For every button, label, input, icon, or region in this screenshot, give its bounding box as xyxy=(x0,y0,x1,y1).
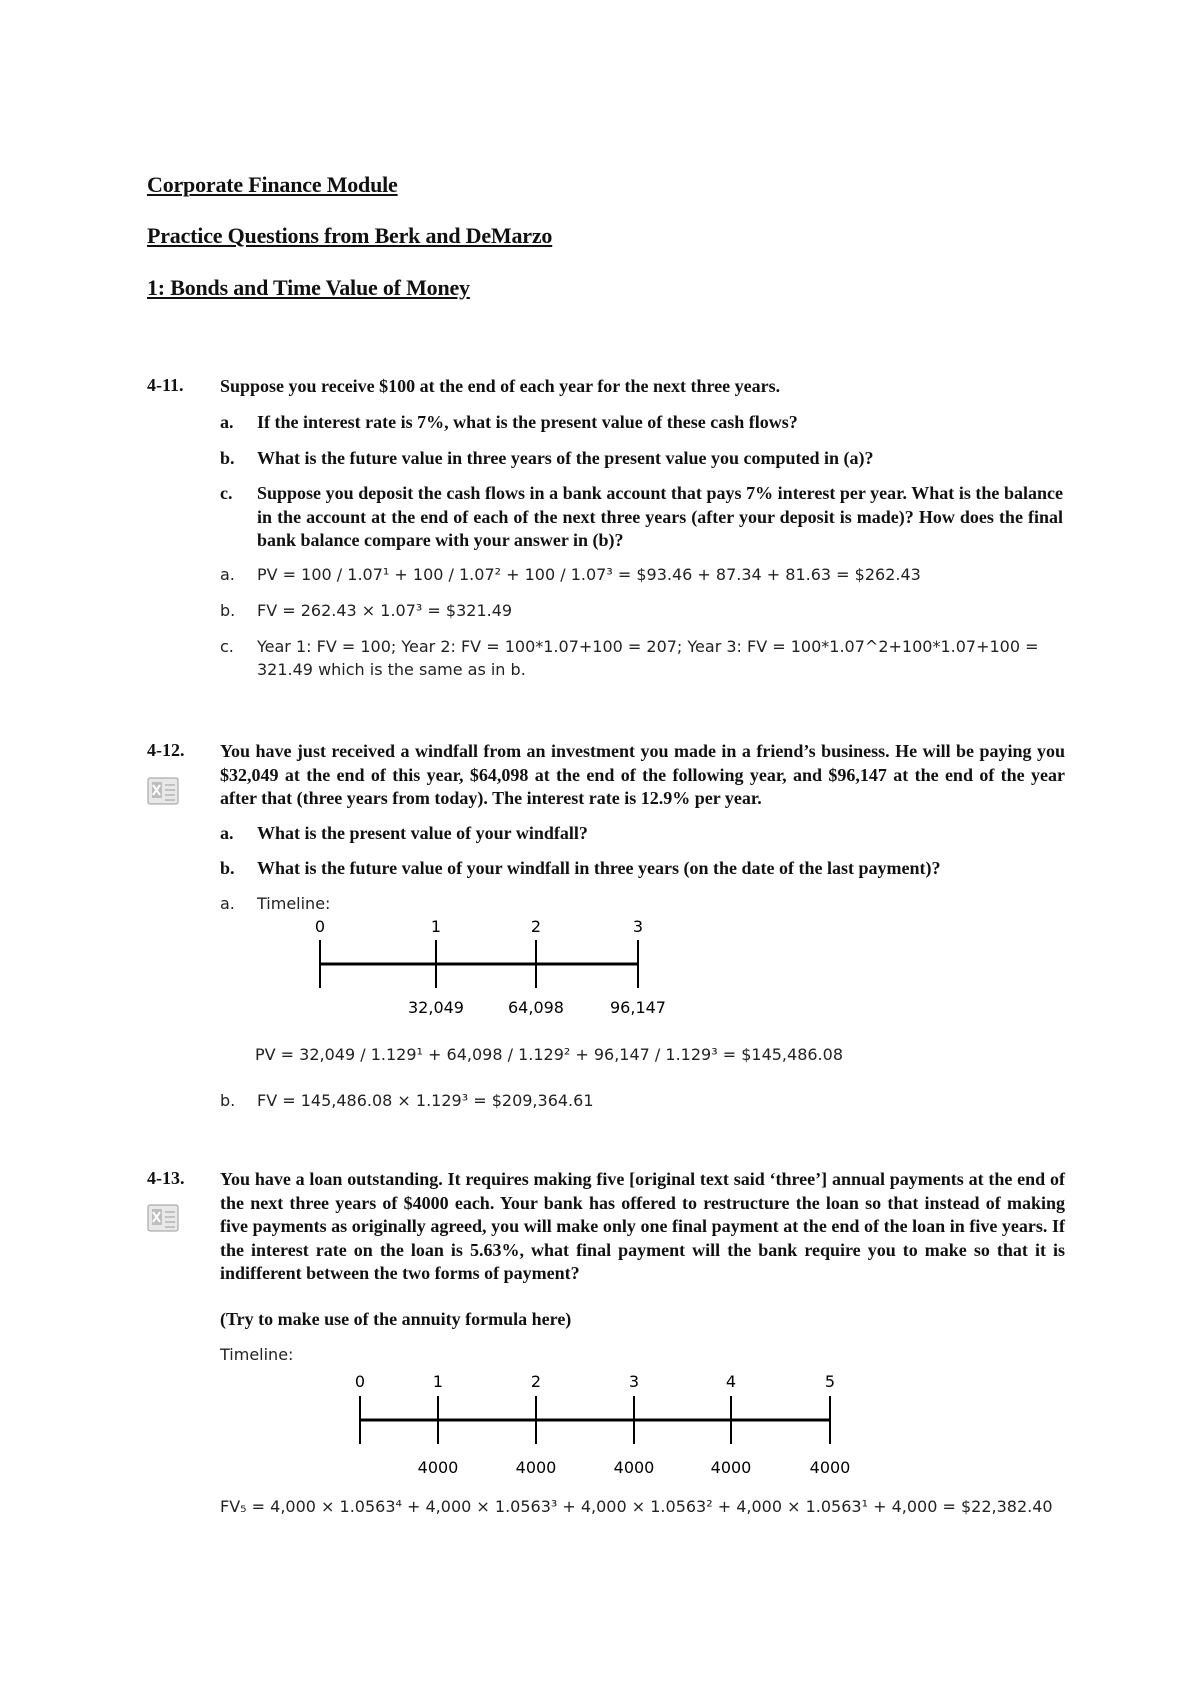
part-label: a. xyxy=(220,412,234,432)
section-heading: 1: Bonds and Time Value of Money xyxy=(147,275,470,300)
answer-label: c. xyxy=(220,637,234,656)
timeline-period-label: 2 xyxy=(530,1372,542,1391)
timeline-label-4-13: Timeline: xyxy=(220,1345,294,1364)
part-label: b. xyxy=(220,448,235,468)
answer-label: a. xyxy=(220,894,235,913)
timeline-cashflow-label: 64,098 xyxy=(508,998,564,1017)
timeline-period-label: 4 xyxy=(725,1372,737,1391)
answer-text: Year 1: FV = 100; Year 2: FV = 100*1.07+100 = 207; Year 3: FV = 100*1.07^2+100*1.07+100 = 321.49 which is the same as in b. xyxy=(257,637,1039,679)
excel-spreadsheet-icon[interactable] xyxy=(147,1203,181,1233)
timeline-4-13 xyxy=(340,1367,860,1477)
question-text-4-13: You have a loan outstanding. It requires making five [original text said ‘three’] annual payments at the end of the next three years of $4000 each. Your bank has offered to restructure the loan so that instead of making five payments as originally agreed, you will make only one final payment at the end of the loan in five years. If the interest rate on the loan is 5.63%, what final payment will the bank require you to make so that it is indifferent between the two forms of payment? xyxy=(220,1169,1065,1283)
part-label: a. xyxy=(220,823,234,843)
question-text-4-11: Suppose you receive $100 at the end of each year for the next three years. xyxy=(220,376,781,396)
timeline-cashflow-label: 4000 xyxy=(809,1458,851,1477)
answer-text: FV = 145,486.08 × 1.129³ = $209,364.61 xyxy=(257,1091,594,1110)
timeline-cashflow-label: 32,049 xyxy=(408,998,464,1017)
timeline-cashflow-label: 96,147 xyxy=(610,998,666,1017)
answer-label: b. xyxy=(220,1091,236,1110)
practice-heading: Practice Questions from Berk and DeMarzo xyxy=(147,223,553,248)
question-number-4-12: 4-12. xyxy=(147,740,185,760)
part-text: What is the future value of your windfall in three years (on the date of the last payment)? xyxy=(257,858,941,878)
timeline-cashflow-label: 4000 xyxy=(613,1458,655,1477)
part-text: What is the present value of your windfall? xyxy=(257,823,588,843)
timeline-cashflow-label: 4000 xyxy=(710,1458,752,1477)
timeline-cashflow-label: 4000 xyxy=(515,1458,557,1477)
timeline-period-label: 3 xyxy=(628,1372,640,1391)
timeline-period-label: 3 xyxy=(632,917,644,936)
timeline-cashflow-label: 4000 xyxy=(417,1458,459,1477)
timeline-label: Timeline: xyxy=(257,894,331,913)
timeline-period-label: 2 xyxy=(530,917,542,936)
part-text: Suppose you deposit the cash flows in a bank account that pays 7% interest per year. What is the balance in the account at the end of each of the next three years (after your deposit is made)? How does the final bank balance compare with your answer in (b)? xyxy=(257,483,1063,550)
timeline-period-label: 0 xyxy=(314,917,326,936)
answer-4-12-pv: PV = 32,049 / 1.129¹ + 64,098 / 1.129² + 96,147 / 1.129³ = $145,486.08 xyxy=(255,1045,843,1064)
timeline-period-label: 0 xyxy=(354,1372,366,1391)
question-number-4-11: 4-11. xyxy=(147,375,184,395)
module-heading: Corporate Finance Module xyxy=(147,172,398,197)
part-label: c. xyxy=(220,483,233,503)
part-label: b. xyxy=(220,858,235,878)
answer-text: FV = 262.43 × 1.07³ = $321.49 xyxy=(257,601,513,620)
question-text-4-12: You have just received a windfall from an investment you made in a friend’s business. He will be paying you $32,049 at the end of this year, $64,098 at the end of the following year, and $96,147 at the end of the year after that (three years from today). The interest rate is 12.9% per year. xyxy=(220,741,1065,808)
part-text: If the interest rate is 7%, what is the present value of these cash flows? xyxy=(257,412,798,432)
answer-label: a. xyxy=(220,565,235,584)
part-text: What is the future value in three years of the present value you computed in (a)? xyxy=(257,448,874,468)
answer-4-13-fv: FV₅ = 4,000 × 1.0563⁴ + 4,000 × 1.0563³ + 4,000 × 1.0563² + 4,000 × 1.0563¹ + 4,000 = $22,382.40 xyxy=(220,1497,1053,1516)
hint-4-13: (Try to make use of the annuity formula here) xyxy=(220,1309,572,1329)
answer-text: PV = 100 / 1.07¹ + 100 / 1.07² + 100 / 1.07³ = $93.46 + 87.34 + 81.63 = $262.43 xyxy=(257,565,921,584)
timeline-period-label: 1 xyxy=(432,1372,444,1391)
excel-spreadsheet-icon[interactable] xyxy=(147,776,181,806)
answer-label: b. xyxy=(220,601,236,620)
timeline-period-label: 1 xyxy=(430,917,442,936)
timeline-period-label: 5 xyxy=(824,1372,836,1391)
question-number-4-13: 4-13. xyxy=(147,1168,185,1188)
timeline-4-12 xyxy=(290,912,710,1022)
